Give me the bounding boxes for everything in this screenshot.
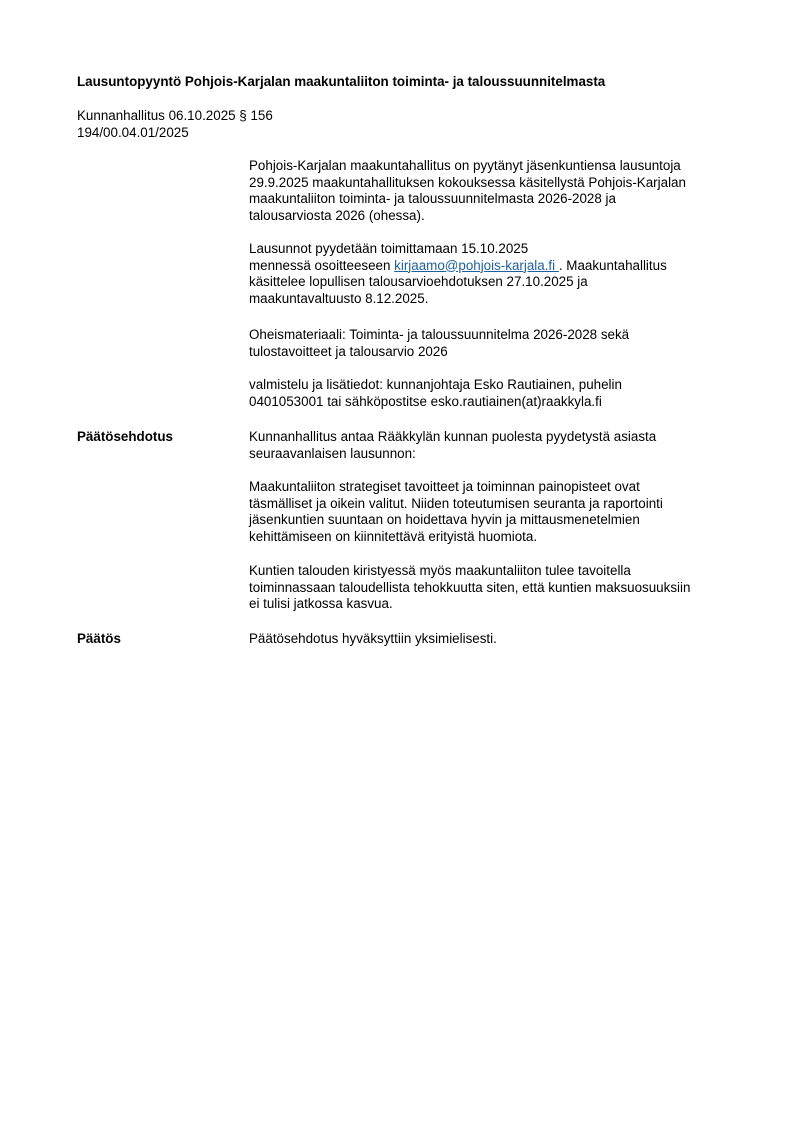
statement-paragraph-1 [249, 479, 739, 545]
request-line-with-email [249, 258, 739, 275]
contact-paragraph [249, 377, 739, 410]
proposal-paragraph [249, 429, 739, 462]
intro-paragraph [249, 158, 739, 224]
statement-line: toiminnassaan taloudellista tehokkuutta siten, että kuntien maksuosuuksiin [249, 579, 691, 595]
intro-line: 29.9.2025 maakuntahallituksen kokouksessa käsitellystä Pohjois-Karjalan [249, 174, 686, 190]
statement-line: ei tulisi jatkossa kasvua. [249, 596, 393, 612]
request-prefix: mennessä osoitteeseen [249, 257, 395, 273]
request-suffix: . Maakuntahallitus [558, 257, 667, 273]
intro-line: Pohjois-Karjalan maakuntahallitus on pyytänyt jäsenkuntiensa lausuntoja [249, 158, 681, 173]
intro-line: maakuntaliiton toiminta- ja taloussuunnitelmasta 2026-2028 ja [249, 191, 616, 207]
attachments-line: Oheismateriaali: Toiminta- ja taloussuunnitelma 2026-2028 sekä [249, 327, 630, 342]
meeting-line: Kunnanhallitus 06.10.2025 § 156 [77, 108, 273, 123]
decision-text: Päätösehdotus hyväksyttiin yksimielisesti. [249, 631, 497, 646]
statement-line: täsmälliset ja oikein valitut. Niiden toteutumisen seuranta ja raportointi [249, 495, 663, 511]
attachments-paragraph [249, 327, 739, 360]
intro-line: talousarviosta 2026 (ohessa). [249, 207, 425, 223]
case-number: 194/00.04.01/2025 [77, 124, 189, 140]
email-link[interactable]: kirjaamo@pohjois-karjala.fi [394, 257, 559, 273]
statement-line: Kuntien talouden kiristyessä myös maakuntaliiton tulee tavoitella [249, 563, 631, 578]
decision-label: Päätös [77, 631, 121, 646]
contact-line: 0401053001 tai sähköpostitse esko.rautiainen(at)raakkyla.fi [249, 393, 602, 409]
statement-line: Maakuntaliiton strategiset tavoitteet ja toiminnan painopisteet ovat [249, 479, 640, 494]
proposal-line: Kunnanhallitus antaa Rääkkylän kunnan puolesta pyydetystä asiasta [249, 429, 657, 444]
statement-line: jäsenkuntien suuntaan on hoidettava hyvin ja mittausmenetelmien [249, 512, 640, 528]
decision-paragraph [249, 631, 739, 648]
statement-paragraph-2 [249, 563, 739, 613]
contact-line: valmistelu ja lisätiedot: kunnanjohtaja Esko Rautiainen, puhelin [249, 377, 622, 392]
meeting-info [77, 108, 273, 141]
attachments-line: tulostavoitteet ja talousarvio 2026 [249, 343, 448, 359]
request-line: Lausunnot pyydetään toimittamaan 15.10.2025 [249, 241, 529, 256]
document-title: Lausuntopyyntö Pohjois-Karjalan maakuntaliiton toiminta- ja taloussuunnitelmasta [77, 74, 606, 89]
statement-line: kehittämiseen on kiinnitettävä erityistä huomiota. [249, 528, 538, 544]
request-line: maakuntavaltuusto 8.12.2025. [249, 290, 429, 306]
proposal-line: seuraavanlaisen lausunnon: [249, 445, 416, 461]
request-line: käsittelee lopullisen talousarvioehdotuksen 27.10.2025 ja [249, 274, 588, 290]
request-paragraph [249, 241, 739, 307]
proposal-label: Päätösehdotus [77, 429, 173, 444]
